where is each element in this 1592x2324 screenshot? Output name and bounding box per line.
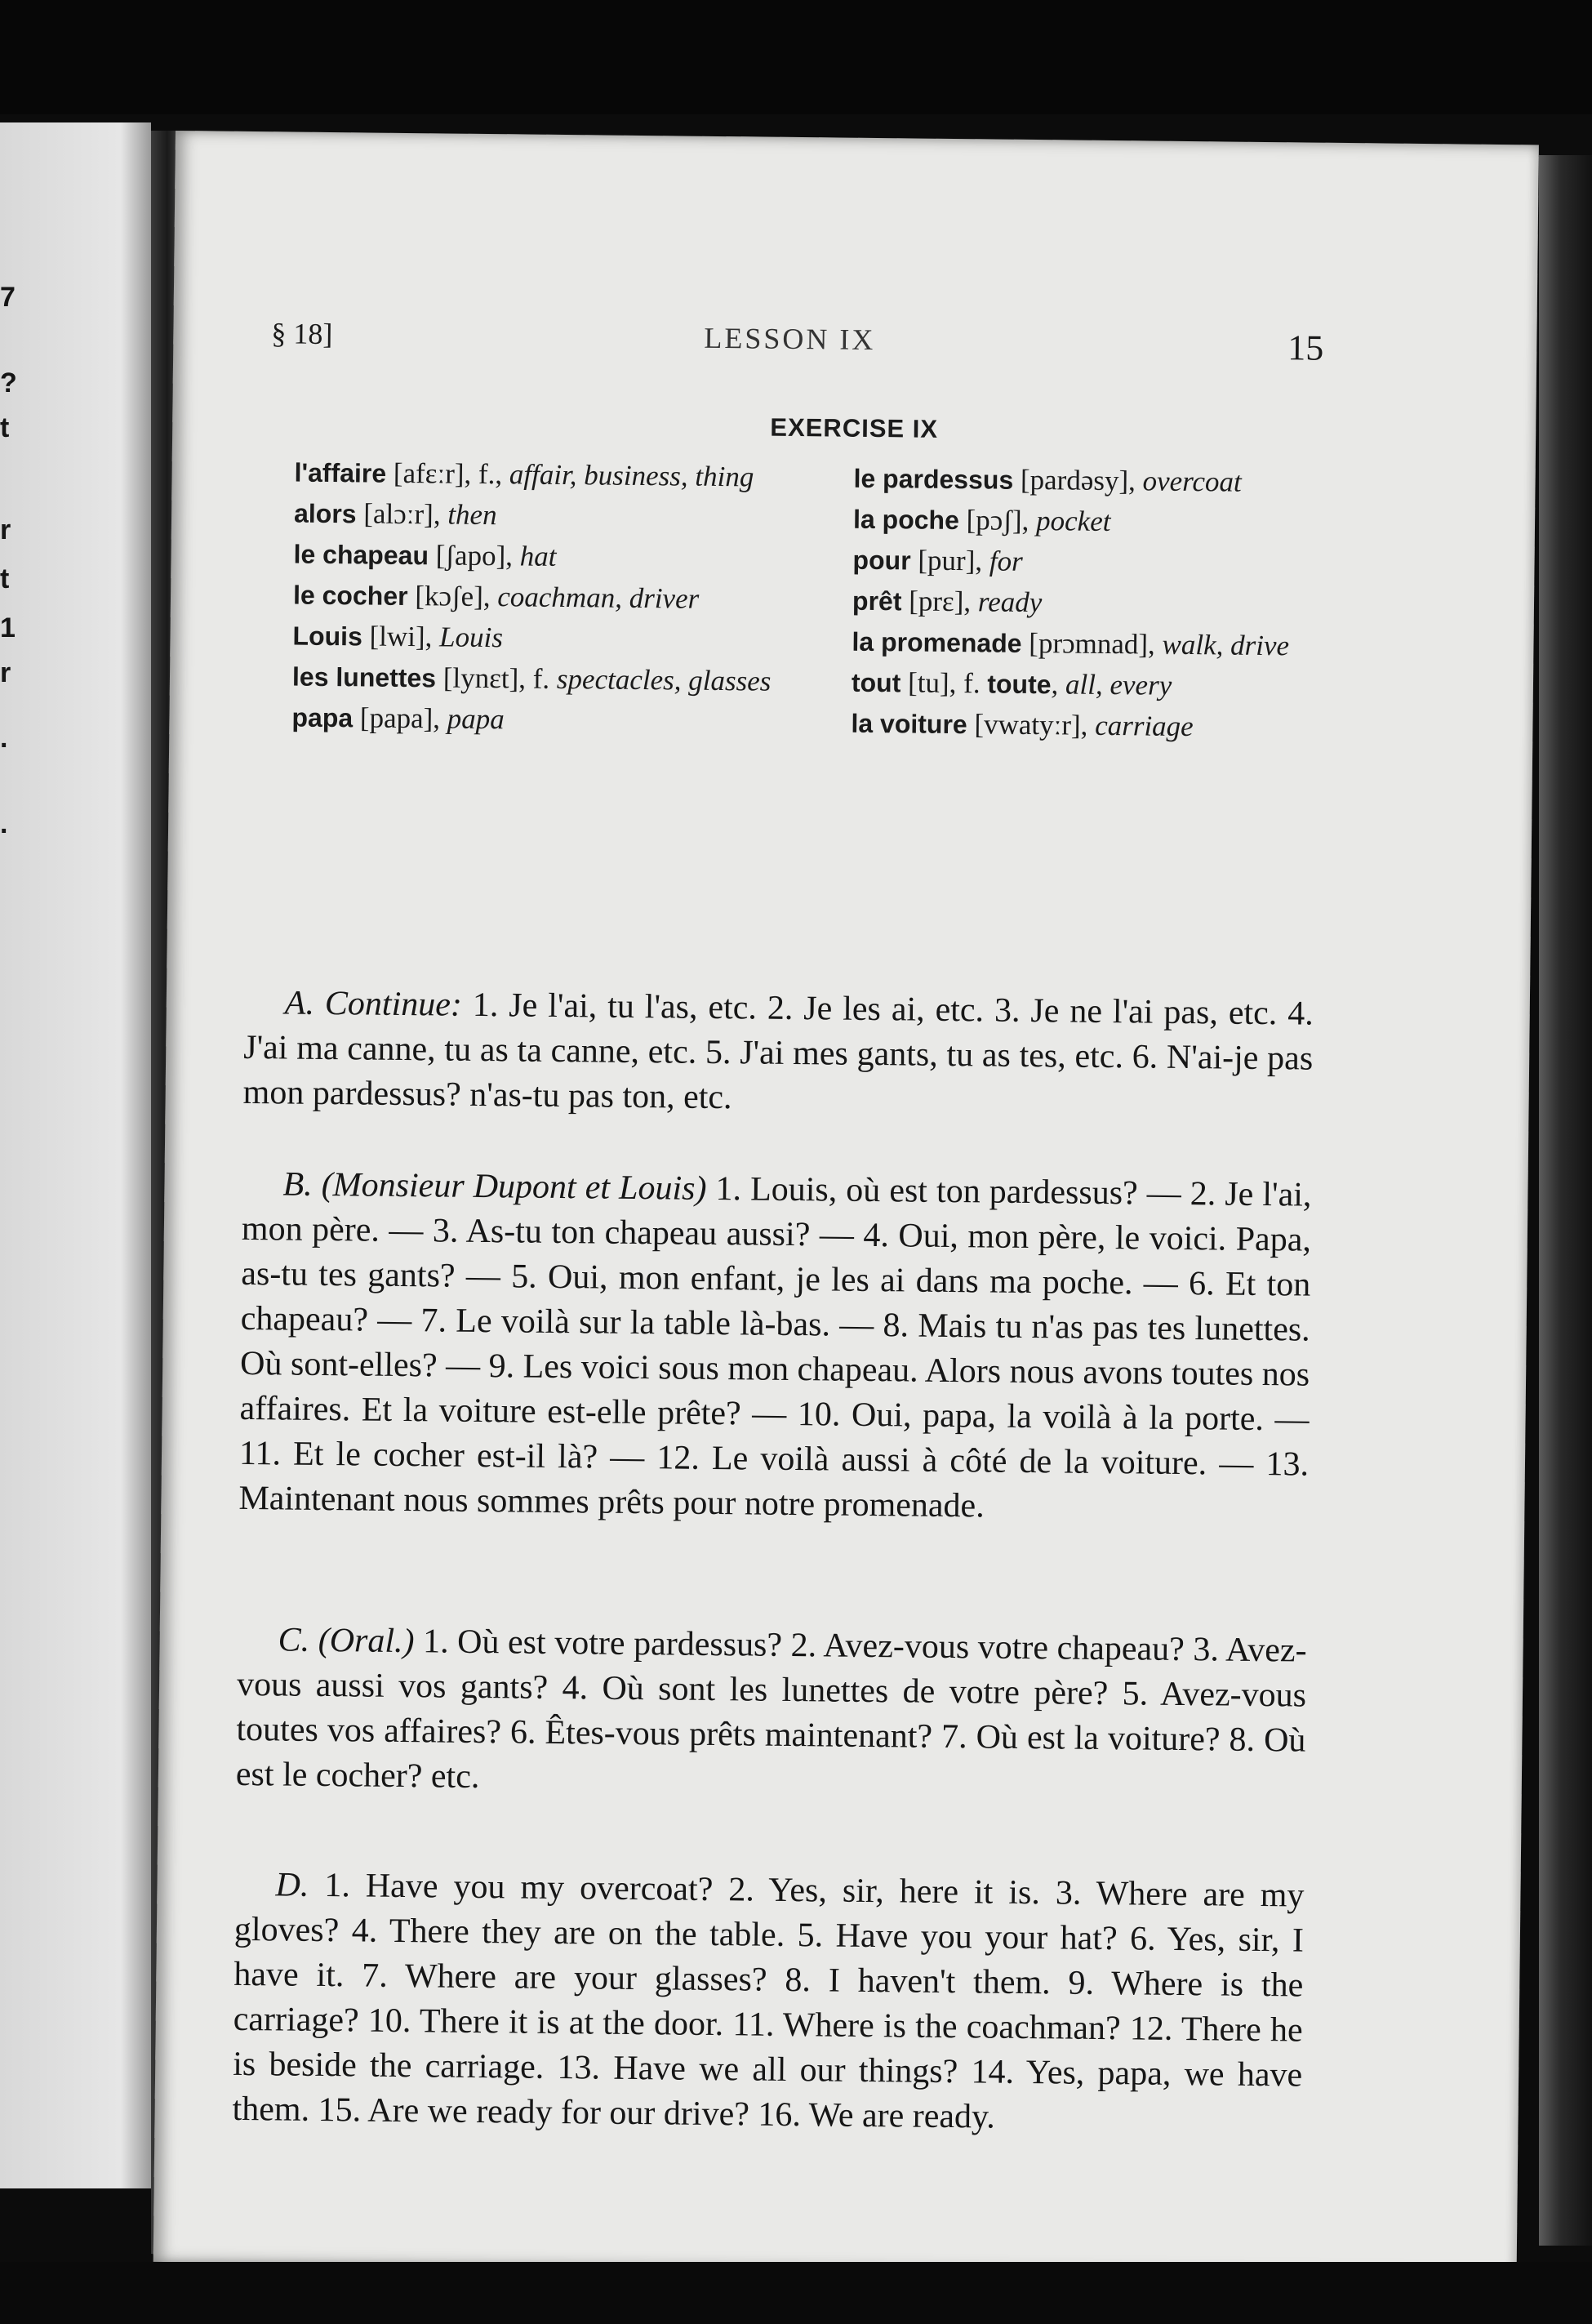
vocab-word: l'affaire (294, 457, 387, 488)
vocab-pronunciation: [afɛːr], f., (385, 456, 510, 491)
vocab-word: papa (291, 702, 354, 733)
part-label: C. (Oral.) (278, 1621, 415, 1661)
vocab-word: la voiture (851, 708, 967, 740)
vocab-entry (852, 581, 1391, 627)
facing-page-fragment: . (0, 723, 8, 754)
facing-page-fragment: . (0, 808, 8, 839)
vocab-word: les lunettes (291, 661, 437, 693)
vocab-gloss: spectacles, glasses (556, 662, 772, 697)
vocab-entry (853, 499, 1392, 545)
facing-page-fragment: t (0, 563, 10, 594)
vocab-pronunciation: [pɔʃ], (958, 504, 1037, 537)
exercise-part-b (238, 1162, 1312, 1533)
vocab-pronunciation: [prɛ], (901, 585, 979, 618)
vocab-entry (851, 703, 1390, 750)
vocab-gloss: carriage (1094, 709, 1194, 743)
vocab-gloss: walk, drive (1162, 628, 1290, 662)
vocab-word: Louis (292, 621, 363, 652)
vocab-entry (292, 616, 815, 662)
vocab-entry (294, 452, 816, 499)
vocab-word: tout (851, 667, 901, 698)
facing-page-fragment: 1 (0, 612, 16, 643)
page-number: 15 (1287, 327, 1324, 368)
vocab-entry (852, 540, 1391, 586)
vocab-word-feminine: toute (987, 669, 1052, 700)
vocab-entry (293, 575, 816, 621)
facing-page-fragment: t (0, 412, 10, 443)
exercise-part-c (236, 1618, 1307, 1809)
vocab-pronunciation: [pur], (910, 544, 990, 577)
vocab-pronunciation: [prɔmnad], (1021, 626, 1163, 661)
scan-bottom-edge (0, 2262, 1592, 2324)
vocab-word: pour (852, 545, 911, 576)
vocab-gloss: hat (519, 540, 557, 572)
section-marker: § 18] (271, 317, 333, 351)
vocab-pronunciation: [lwi], (362, 620, 440, 653)
vocab-gloss: Louis (438, 621, 504, 654)
vocabulary-column-right (851, 458, 1393, 750)
book-page (153, 131, 1539, 2276)
vocab-entry (293, 534, 816, 581)
vocab-pronunciation: [tu], f. (901, 666, 988, 700)
part-label-speakers: (Monsieur Dupont et Louis) (321, 1165, 707, 1208)
vocab-gloss: then (447, 498, 497, 532)
vocab-gloss: for (989, 545, 1023, 577)
vocab-entry (852, 621, 1390, 668)
vocab-gloss: pocket (1035, 505, 1111, 538)
part-text: 1. Je l'ai, tu l'as, etc. 2. Je les ai, etc. 3. Je ne l'ai pas, etc. 4. J'ai ma canne, tu as ta canne, etc. 5. J'ai mes gants, tu as tes, etc. 6. N'ai-je pas mon pardessus? n'as-tu pas ton, etc. (242, 986, 1314, 1117)
part-label: D. (275, 1866, 309, 1904)
vocab-word: le cocher (292, 580, 408, 612)
vocab-pronunciation: [lynɛt], f. (435, 661, 558, 695)
vocab-pronunciation: [alɔːr], (356, 497, 448, 531)
vocab-gloss: affair, business, thing (509, 458, 754, 493)
part-label: B. (282, 1165, 313, 1204)
vocab-pronunciation: [pardəsy], (1013, 463, 1143, 497)
vocab-gloss: overcoat (1142, 465, 1242, 498)
facing-page-fragment: 7 (0, 282, 16, 313)
facing-page-fragment: r (0, 514, 11, 545)
vocab-gloss: coachman, driver (497, 581, 700, 615)
vocab-entry (291, 697, 814, 744)
running-header (173, 315, 1537, 378)
vocab-entry (294, 493, 816, 540)
scan-top-edge (0, 0, 1592, 114)
vocab-entry (852, 662, 1390, 709)
exercise-part-a (242, 981, 1314, 1127)
part-text: 1. Où est votre pardessus? 2. Avez-vous votre chapeau? 3. Avez-vous aussi vos gants? 4. Où sont les lunettes de votre père? 5. Avez-vous toutes vos affaires? 6. Êtes-vous prêts maintenant? 7. Où est la voiture? 8. Où est le cocher? etc. (235, 1623, 1307, 1796)
vocab-word: la poche (852, 504, 960, 536)
vocab-pronunciation: [ʃapo], (428, 539, 520, 572)
part-text: 1. Have you my overcoat? 2. Yes, sir, here it is. 3. Where are my gloves? 4. There they are on the table. 5. Have you your hat? 6. Yes, sir, I have it. 7. Where are your glasses? 8. I haven't them. 9. Where is the carriage? 10. There it is at the door. 11. Where is the coachman? 12. There he is beside the carriage. 13. Have we all our things? 14. Yes, papa, we have them. 15. Are we ready for our drive? 16. We are ready. (232, 1866, 1305, 2136)
vocab-word: alors (293, 498, 357, 529)
part-label: A. Continue: (284, 984, 463, 1024)
facing-page-fragment: r (0, 657, 11, 688)
vocab-pronunciation: [kɔʃe], (407, 580, 498, 613)
vocab-word: la promenade (852, 626, 1022, 658)
part-text: 1. Louis, où est ton pardessus? — 2. Je l'ai, mon père. — 3. As-tu ton chapeau aussi? — 4. Oui, mon père, le voici. Papa, as-tu tes gants? — 5. Oui, mon enfant, je les ai dans ma poche. — 6. Et ton chapeau? — 7. Le voilà sur la table là-bas. — 8. Mais tu n'as pas tes lunettes. Où sont-elles? — 9. Les voici sous mon chapeau. Alors nous avons toutes nos affaires. Et la voiture est-elle prête? — 10. Oui, papa, la voilà à la porte. — 11. Et le cocher est-il là? — 12. Le voilà aussi à côté de la voiture. — 13. Maintenant nous sommes prêts pour notre promenade. (238, 1169, 1312, 1525)
vocab-gloss: , all, every (1051, 668, 1172, 701)
vocab-word: le pardessus (853, 463, 1014, 495)
facing-page-edge (0, 122, 151, 2188)
vocabulary-column-left (291, 452, 817, 744)
vocab-word: prêt (852, 585, 902, 617)
vocab-pronunciation: [vwatyːr], (967, 708, 1096, 741)
vocab-entry (853, 458, 1392, 505)
vocab-gloss: papa (447, 702, 505, 736)
exercise-part-d (232, 1863, 1304, 2144)
vocab-gloss: ready (977, 585, 1043, 619)
vocab-entry (292, 657, 815, 703)
facing-page-fragment: ? (0, 367, 17, 398)
page-edge-shadow (1539, 155, 1592, 2246)
vocab-pronunciation: [papa], (352, 701, 448, 735)
lesson-title: LESSON IX (704, 321, 876, 356)
vocab-word: le chapeau (293, 539, 429, 571)
exercise-title: EXERCISE IX (770, 412, 939, 443)
